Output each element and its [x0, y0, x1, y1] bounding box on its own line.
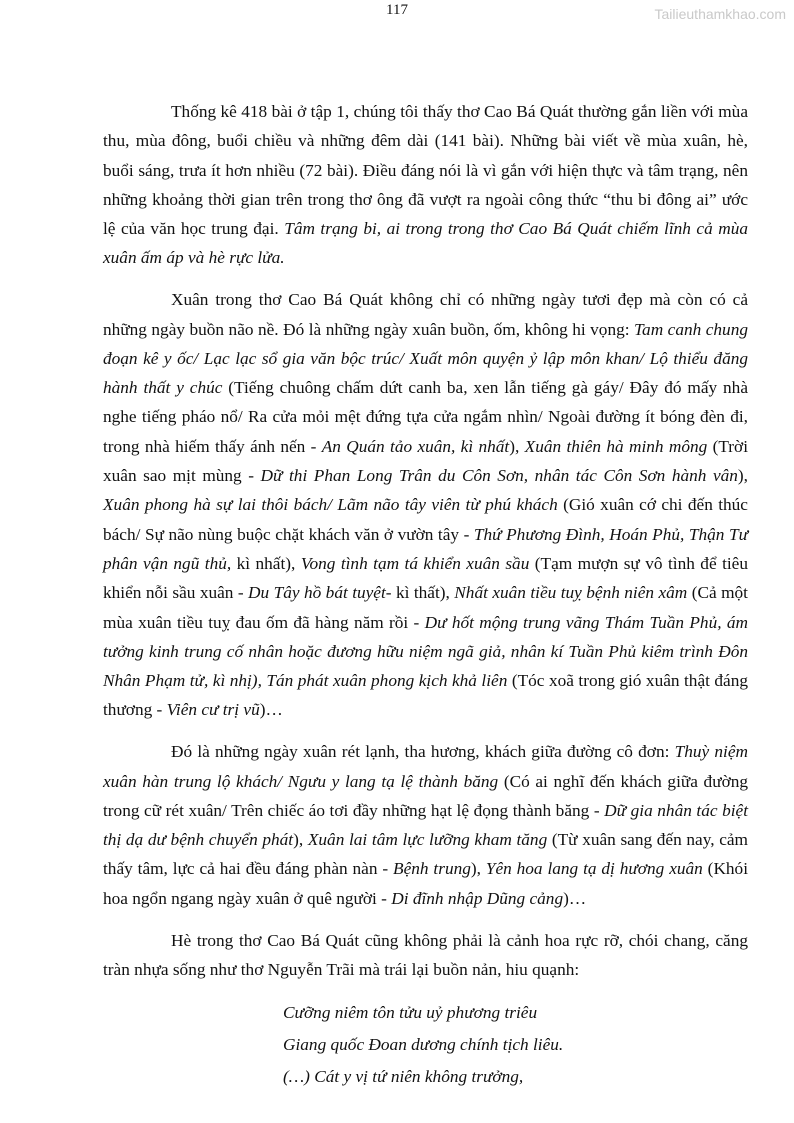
italic-quote: Bệnh trung: [393, 859, 471, 879]
poem-line: Cưỡng niêm tôn tửu uỷ phương triêu: [283, 1002, 538, 1022]
italic-quote: Viên cư trị vũ: [166, 700, 260, 720]
italic-quote: Thuỳ niệm xuân hàn trung lộ khách/ Ngưu y lang tạ lệ thành băng: [103, 742, 748, 791]
italic-quote: Yên hoa lang tạ dị hương xuân: [485, 859, 703, 879]
text-run: (Trời xuân sao mịt mùng -: [103, 436, 748, 486]
paragraph: [103, 926, 748, 985]
italic-quote: Dữ thi Phan Long Trân du Côn Sơn, nhân tác Côn Sơn hành vân: [260, 466, 738, 486]
text-run: (Có ai nghĩ đến khách giữa đường trong cữ rét xuân/ Trên chiếc áo tơi đầy những hạt lệ đọng thành băng -: [103, 771, 748, 820]
text-run: (Tóc xoã trong gió xuân thật đáng thương -: [103, 671, 748, 720]
italic-quote: Di đĩnh nhập Dũng cảng: [391, 888, 564, 908]
italic-quote: Thứ Phương Đình, Hoán Phủ, Thận Tư phân vận ngũ thủ,: [103, 524, 748, 573]
text-run: ),: [293, 830, 308, 850]
text-run: kì nhất),: [231, 553, 301, 573]
text-run: )…: [259, 700, 283, 720]
poem-quote: [283, 997, 748, 1093]
paragraph: [103, 737, 748, 913]
text-run: Thống kê 418 bài ở tập 1, chúng tôi thấy thơ Cao Bá Quát thường gắn liền với mùa thu, mùa đông, buổi chiều và những đêm dài (141 bài). Những bài viết về mùa xuân, hè, buổi sáng, trưa ít hơn nhiều (72 bài). Điều đáng nói là vì gắn với hiện thực và tâm trạng, nên những khoảng thời gian trên trong thơ ông đã vượt ra ngoài công thức “thu bi đông ai” ước lệ của văn học trung đại.: [103, 102, 748, 239]
italic-quote: Vong tình tạm tá khiển xuân sầu: [300, 553, 530, 573]
text-run: (Từ xuân sang đến nay, cảm thấy tâm, lực cả hai đều đáng phàn nàn -: [103, 830, 748, 879]
text-run: )…: [563, 888, 587, 908]
italic-quote: Tam canh chung đoạn kê y ốc/ Lạc lạc sổ gia văn bộc trúc/ Xuất môn quyện ỷ lập môn khan/ Lộ thiểu đăng hành thất y chúc: [103, 319, 748, 398]
italic-quote: An Quán tảo xuân, kì nhất: [321, 436, 510, 456]
poem-line: Giang quốc Đoan dương chính tịch liêu.: [283, 1034, 564, 1054]
italic-quote: Xuân lai tâm lực lưỡng kham tăng: [307, 830, 548, 850]
paragraph: [103, 285, 748, 724]
italic-quote: Xuân thiên hà minh mông: [524, 436, 708, 456]
text-run: (Tạm mượn sự vô tình để tiêu khiển nỗi sầu xuân -: [103, 553, 748, 603]
text-run: ),: [509, 436, 525, 456]
italic-quote: Tâm trạng bi, ai trong trong thơ Cao Bá Quát chiếm lĩnh cả mùa xuân ấm áp và hè rực lửa.: [103, 219, 748, 268]
italic-quote: Du Tây hồ bát tuyệt: [248, 583, 386, 603]
text-run: Xuân trong thơ Cao Bá Quát không chỉ có những ngày tươi đẹp mà còn có cả những ngày buồn não nề. Đó là những ngày xuân buồn, ốm, không hi vọng:: [103, 290, 748, 339]
text-run: ),: [470, 859, 486, 879]
paragraph: [103, 97, 748, 273]
italic-quote: Dữ gia nhân tác biệt thị dạ dư bệnh chuyển phát: [103, 800, 749, 850]
text-run: ),: [737, 466, 748, 486]
text-run: - kì thất),: [385, 583, 455, 603]
paragraphs: [103, 97, 748, 984]
italic-quote: Nhất xuân tiều tuỵ bệnh niên xâm: [454, 583, 688, 603]
text-run: (Tiếng chuông chấm dứt canh ba, xen lẫn tiếng gà gáy/ Đây đó mấy nhà nghe tiếng pháo nổ/ Ra cửa mỏi mệt đứng tựa cửa ngắm nhìn/ Ngoài đường ít bóng đèn đi, trong nhà hiếm thấy ánh nến -: [103, 378, 748, 456]
poem-line: (…) Cát y vị tứ niên không trưởng,: [283, 1066, 524, 1086]
page-number: 117: [386, 2, 408, 18]
document-body: [103, 97, 748, 1093]
text-run: (Khói hoa ngổn ngang ngày xuân ở quê người -: [103, 859, 749, 908]
text-run: (Cả một mùa xuân tiều tuỵ đau ốm đã hàng năm rồi -: [103, 583, 748, 632]
italic-quote: Dư hốt mộng trung vãng Thám Tuần Phủ, ám tưởng kinh trung cố nhân hoặc đương hữu niệm ngã giả, nhân kí Tuần Phủ kiêm trình Đôn Nhân Phạm tử, kì nhị), Tán phát xuân phong kịch khả liên: [103, 612, 748, 691]
italic-quote: Xuân phong hà sự lai thôi bách/ Lãm não tây viên từ phú khách: [103, 495, 558, 515]
text-run: (Gió xuân cớ chi đến thúc bách/ Sự não nùng buộc chặt khách văn ở vườn tây -: [103, 495, 748, 544]
text-run: Hè trong thơ Cao Bá Quát cũng không phải là cảnh hoa rực rỡ, chói chang, căng tràn nhựa sống như thơ Nguyễn Trãi mà trái lại buồn nản, hiu quạnh:: [103, 930, 748, 979]
text-run: Đó là những ngày xuân rét lạnh, tha hương, khách giữa đường cô đơn:: [171, 742, 675, 762]
watermark: Tailieuthamkhao.com: [654, 6, 786, 22]
